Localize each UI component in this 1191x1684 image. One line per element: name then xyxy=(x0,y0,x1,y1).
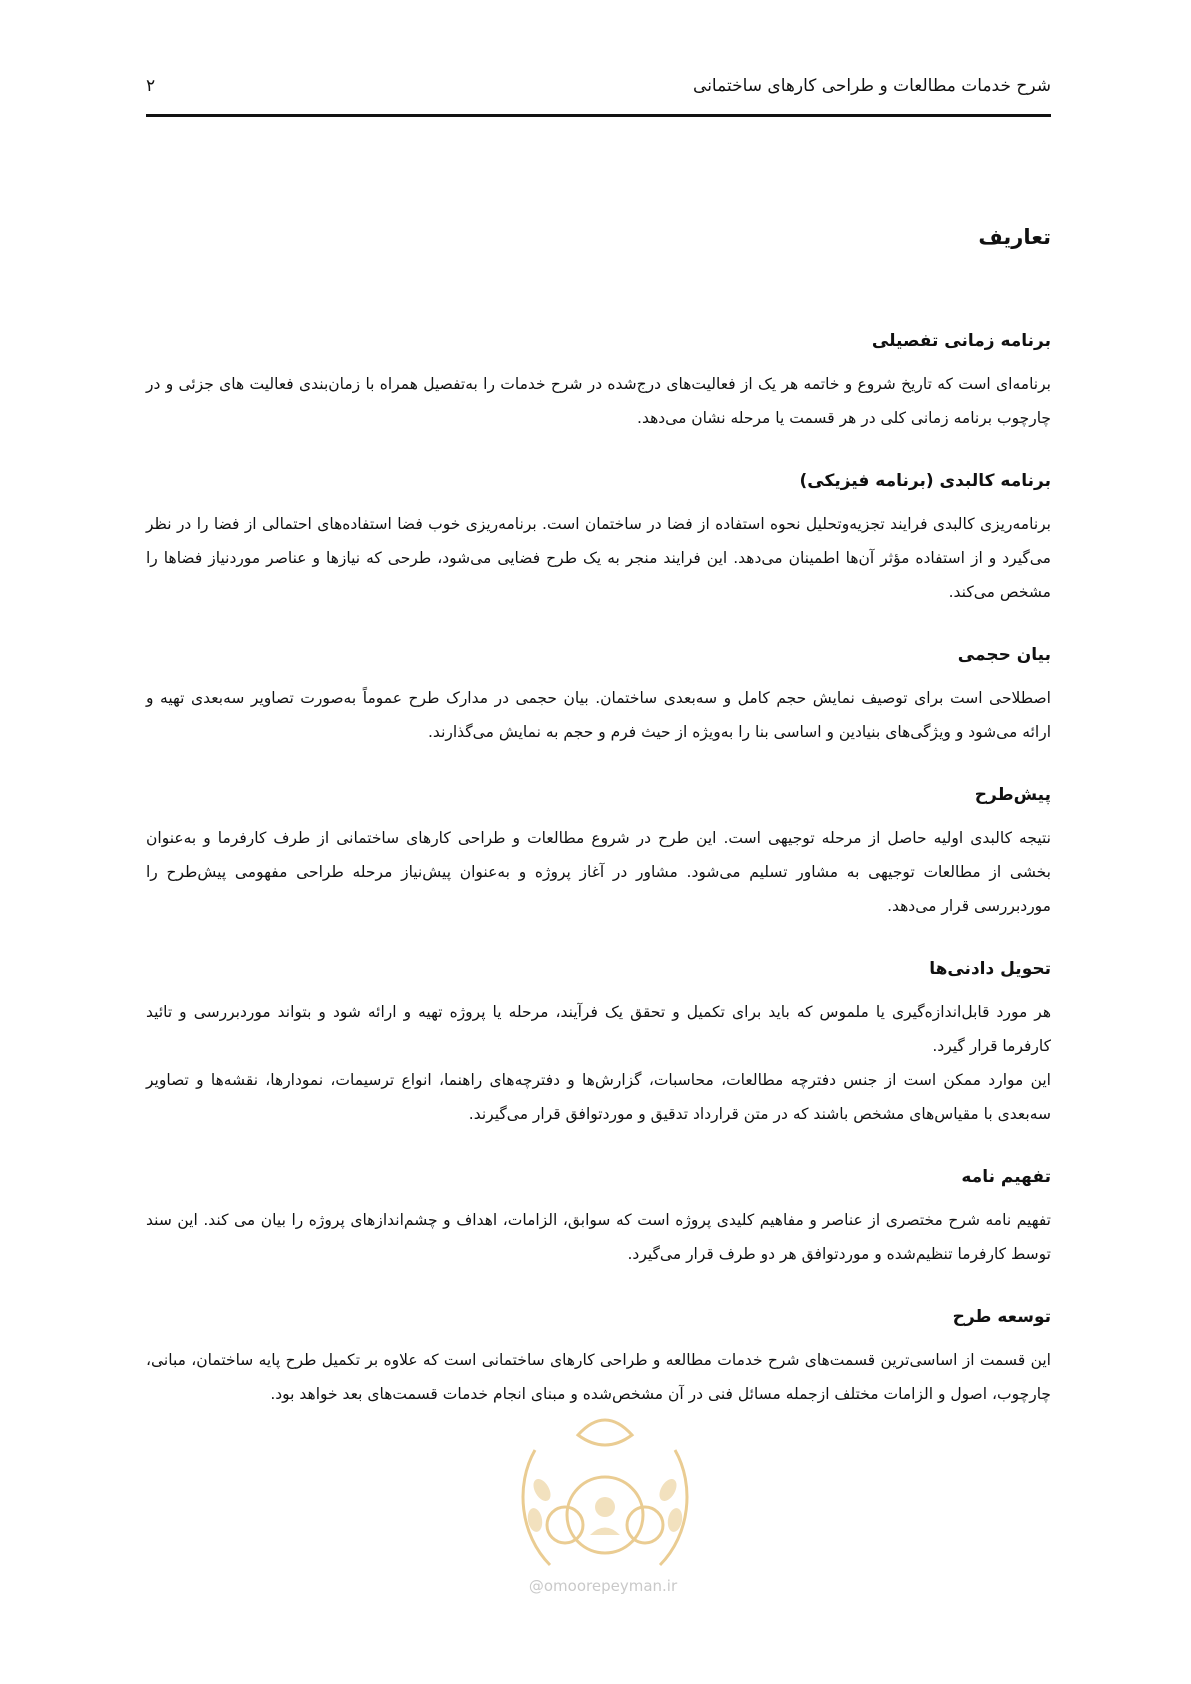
definition-heading: پیش‌طرح xyxy=(974,785,1051,805)
laurel-left-icon xyxy=(523,1450,550,1565)
definition-text: نتیجه کالبدی اولیه حاصل از مرحله توجیهی است. این طرح در شروع مطالعات و طراحی کارهای ساختمانی از طرف کارفرما و به‌عنوان بخشی از مطالعات توجیهی به مشاور تسلیم می‌شود. مشاور در آغاز پروژه و به‌عنوان پیش‌نیاز مرحله طراحی مفهومی پیش‌طرح را موردبررسی قرار می‌دهد. xyxy=(146,829,1051,915)
definition-heading: برنامه کالبدی (برنامه فیزیکی) xyxy=(799,471,1051,491)
document-body xyxy=(146,225,1051,1447)
definition-heading: تحویل دادنی‌ها xyxy=(929,959,1051,979)
running-header xyxy=(146,76,1051,116)
definition-entry xyxy=(146,1307,1051,1411)
watermark-url: @omoorepeyman.ir xyxy=(528,1577,678,1595)
definition-entry xyxy=(146,471,1051,609)
definition-heading: تفهیم نامه xyxy=(961,1167,1051,1187)
definition-entry xyxy=(146,645,1051,749)
definition-entry xyxy=(146,785,1051,923)
gear-icon xyxy=(567,1477,643,1553)
header-title: شرح خدمات مطالعات و طراحی کارهای ساختمانی xyxy=(693,76,1051,96)
definition-heading: بیان حجمی xyxy=(957,645,1051,665)
laurel-right-icon xyxy=(660,1450,687,1565)
definition-entry xyxy=(146,331,1051,435)
definition-text: برنامه‌ای است که تاریخ شروع و خاتمه هر یک از فعالیت‌های درج‌شده در شرح خدمات را به‌تفصیل همراه با زمان‌بندی فعالیت های جزئی و در چارچوب برنامه زمانی کلی در هر قسمت یا مرحله نشان می‌دهد. xyxy=(146,375,1051,427)
definition-entry xyxy=(146,959,1051,1131)
definition-text: هر مورد قابل‌اندازه‌گیری یا ملموس که باید برای تکمیل و تحقق یک فرآیند، مرحله یا پروژه تهیه و ارائه شود و بتواند موردبررسی و تائید کارفرما قرار گیرد. xyxy=(146,1003,1051,1055)
header-divider xyxy=(146,114,1051,117)
definition-text: تفهیم نامه شرح مختصری از عناصر و مفاهیم کلیدی پروژه است که سوابق، الزامات، اهداف و چشم‌اندازهای پروژه را بیان می کند. این سند توسط کارفرما تنظیم‌شده و موردتوافق هر دو طرف قرار می‌گیرد. xyxy=(146,1211,1051,1263)
definition-entry xyxy=(146,1167,1051,1271)
definition-text: اصطلاحی است برای توصیف نمایش حجم کامل و سه‌بعدی ساختمان. بیان حجمی در مدارک طرح عموماً به‌صورت تصاویر سه‌بعدی تهیه و ارائه می‌شود و ویژگی‌های بنیادین و اساسی بنا را به‌ویژه از حیث فرم و حجم به نمایش می‌گذارند. xyxy=(146,689,1051,741)
definition-text: برنامه‌ریزی کالبدی فرایند تجزیه‌وتحلیل نحوه استفاده از فضا در ساختمان است. برنامه‌ریزی خوب فضا استفاده‌های احتمالی از فضا را در نظر می‌گیرد و از استفاده مؤثر آن‌ها اطمینان می‌دهد. این فرایند منجر به یک طرح فضایی می‌شود، طرحی که نیازها و عناصر موردنیاز فضاها را مشخص می‌کند. xyxy=(146,515,1051,601)
definition-text: این قسمت از اساسی‌ترین قسمت‌های شرح خدمات مطالعه و طراحی کارهای ساختمانی است که علاوه بر تکمیل طرح پایه ساختمان، مبانی، چارچوب، اصول و الزامات مختلف ازجمله مسائل فنی در آن مشخص‌شده و مبنای انجام خدمات قسمت‌های بعد خواهد بود. xyxy=(146,1351,1051,1403)
section-title: تعاریف xyxy=(978,225,1051,249)
definition-heading: توسعه طرح xyxy=(952,1307,1051,1327)
definition-heading: برنامه زمانی تفصیلی xyxy=(871,331,1051,351)
page-number: ۲ xyxy=(146,76,156,96)
definition-text: این موارد ممکن است از جنس دفترچه مطالعات، محاسبات، گزارش‌ها و دفترچه‌های راهنما، انواع ترسیمات، نمودارها، نقشه‌ها و تصاویر سه‌بعدی با مقیاس‌های مشخص باشند که در متن قرارداد تدقیق و موردتوافق قرار می‌گیرند. xyxy=(146,1071,1051,1123)
